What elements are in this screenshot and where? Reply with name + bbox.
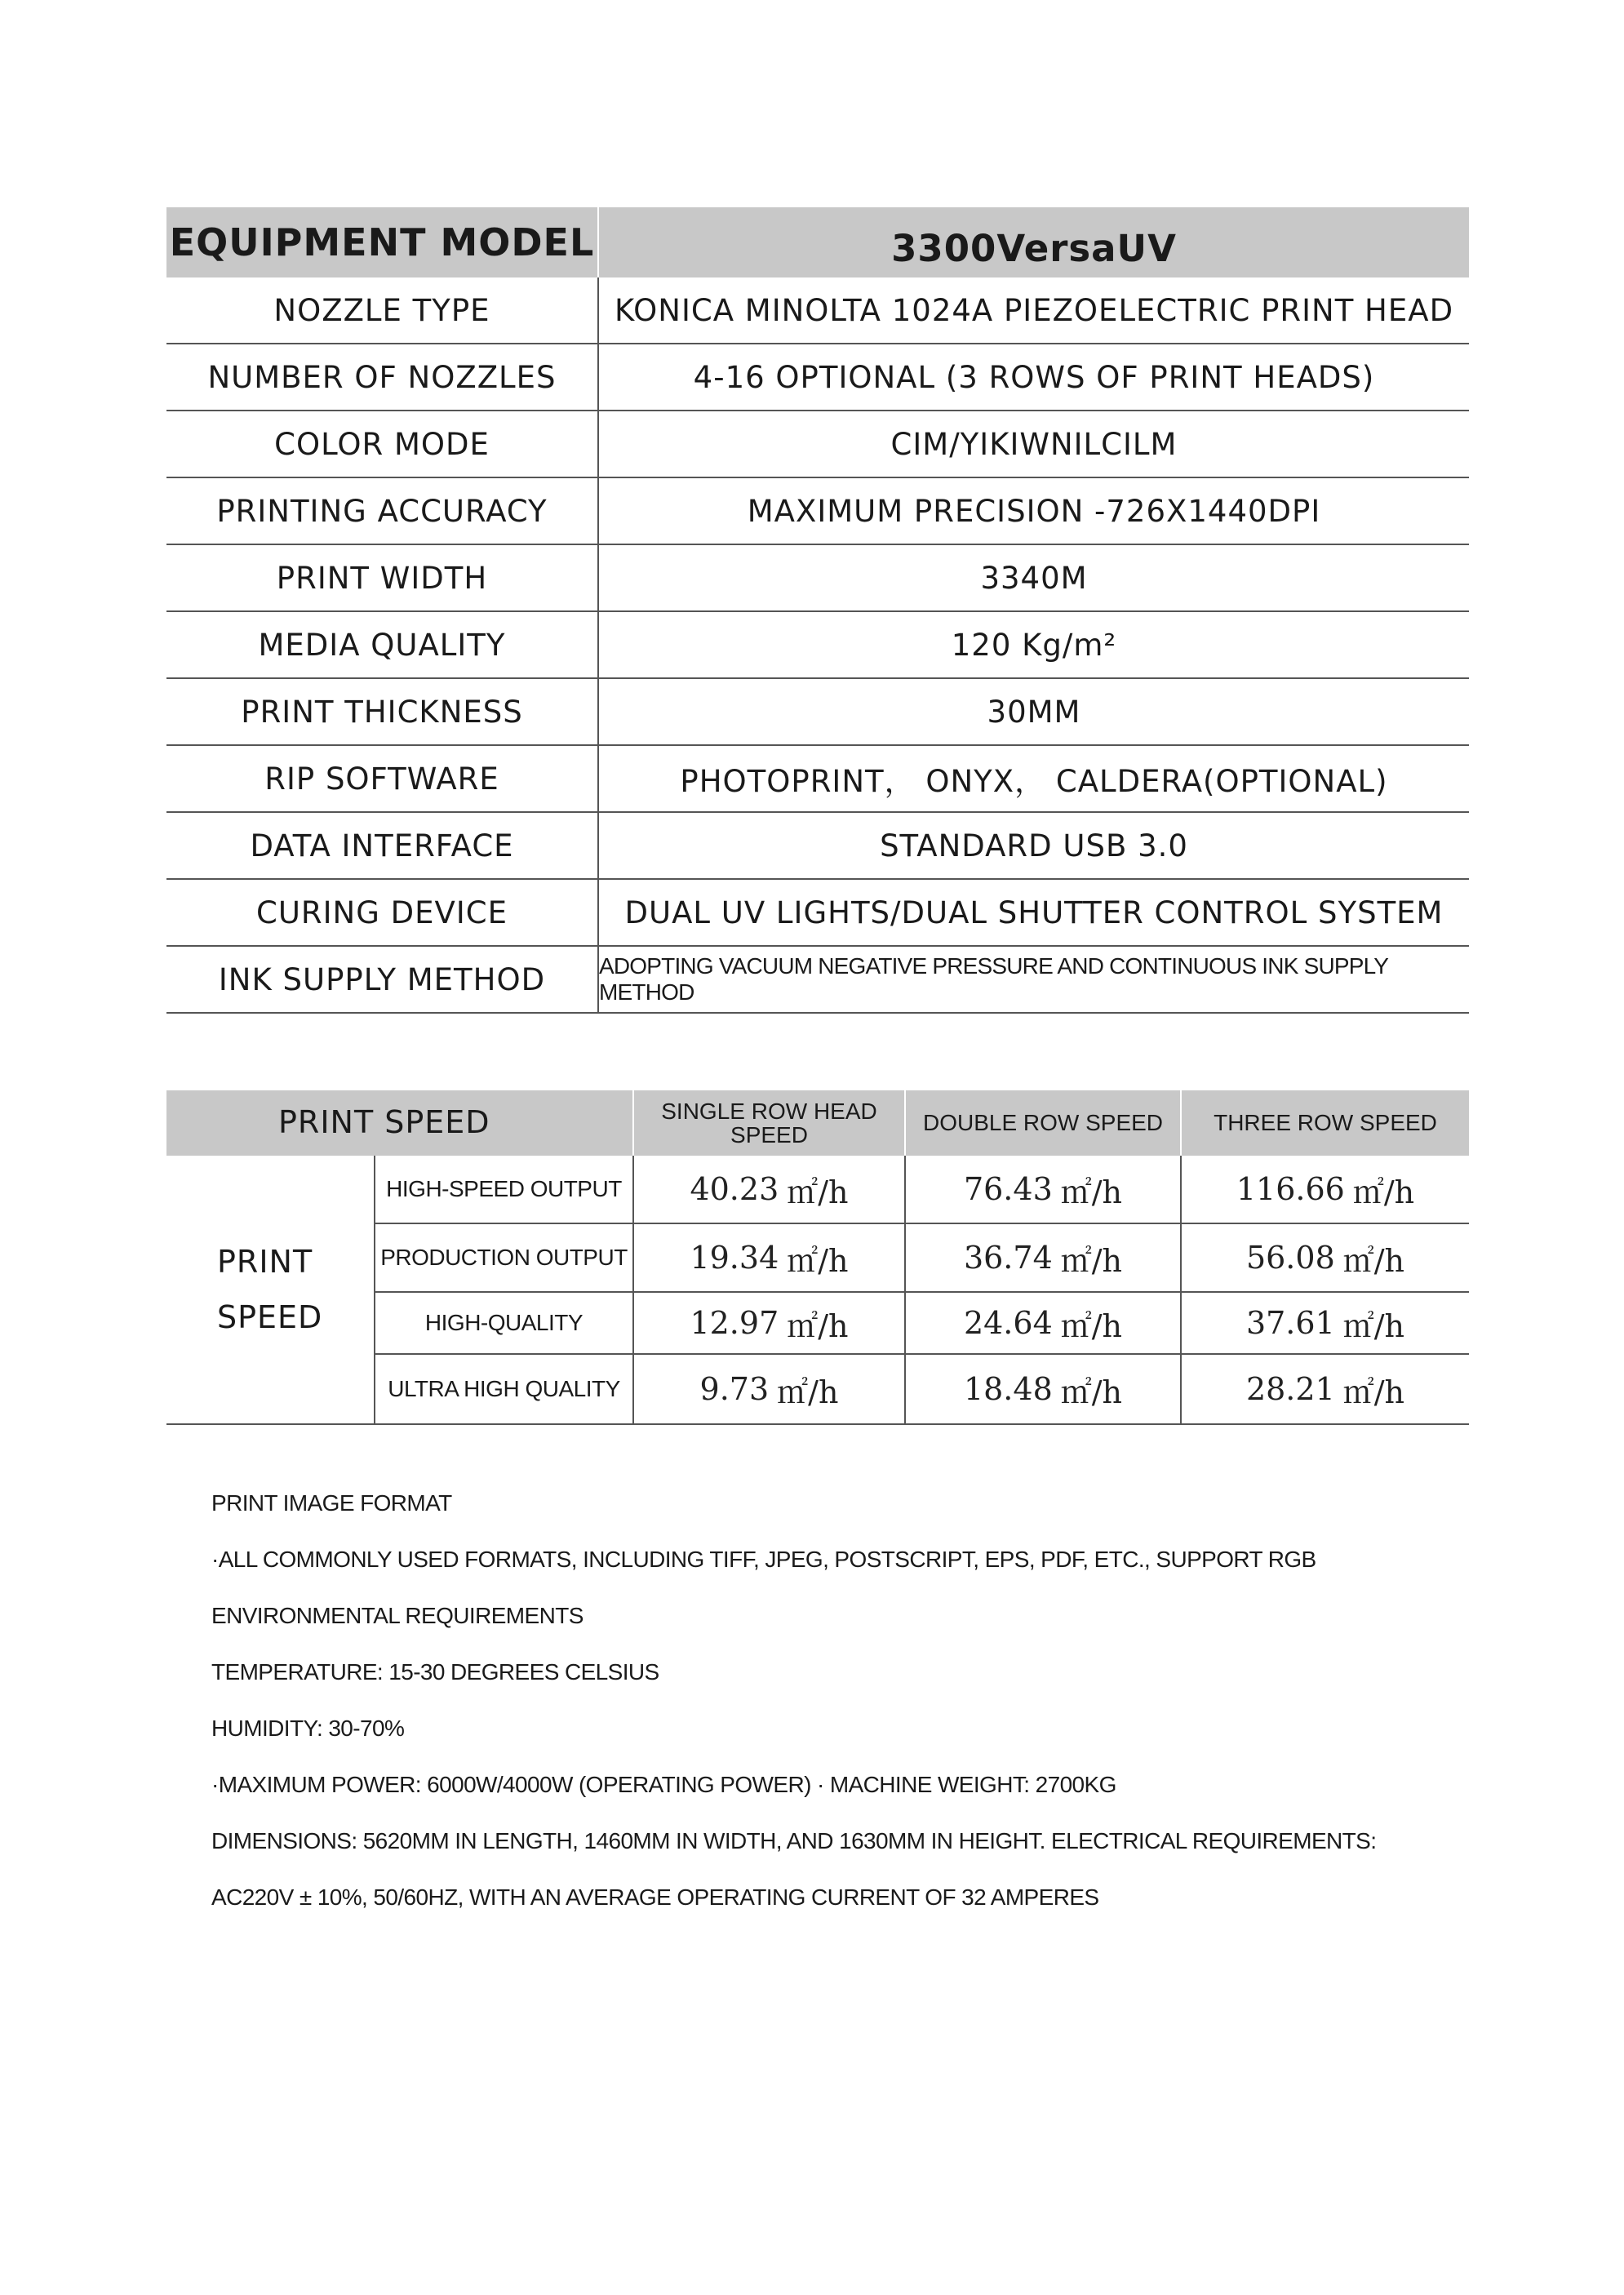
speed-single-cell — [634, 1156, 906, 1223]
note-line: DIMENSIONS: 5620MM IN LENGTH, 1460MM IN WIDTH, AND 1630MM IN HEIGHT. ELECTRICAL REQUIREMENTS: — [211, 1828, 1377, 1853]
spec-label: NUMBER OF NOZZLES — [166, 344, 599, 410]
speed-mode: HIGH-QUALITY — [375, 1293, 634, 1353]
speed-unit: ㎡/h — [1342, 1307, 1405, 1344]
note-line: TEMPERATURE: 15-30 DEGREES CELSIUS — [211, 1659, 659, 1685]
spec-header-row — [166, 207, 1469, 277]
speed-value: 36.74 — [963, 1240, 1053, 1276]
speed-unit: ㎡/h — [1352, 1174, 1415, 1210]
speed-value: 116.66 — [1236, 1171, 1345, 1207]
note-line: ·ALL COMMONLY USED FORMATS, INCLUDING TIFF, JPEG, POSTSCRIPT, EPS, PDF, ETC., SUPPORT RGB — [211, 1547, 1316, 1572]
spec-value: KONICA MINOLTA 1024A PIEZOELECTRIC PRINT HEAD — [614, 292, 1454, 328]
speed-single-cell — [634, 1355, 906, 1423]
note-line: ·MAXIMUM POWER: 6000W/4000W (OPERATING POWER) · MACHINE WEIGHT: 2700KG — [211, 1772, 1116, 1797]
speed-value: 12.97 — [690, 1305, 779, 1341]
spec-label: PRINT WIDTH — [166, 545, 599, 610]
note-line: HUMIDITY: 30-70% — [211, 1716, 405, 1741]
speed-unit: ㎡/h — [1060, 1174, 1123, 1210]
spec-label: INK SUPPLY METHOD — [166, 947, 599, 1012]
speed-triple-cell — [1182, 1293, 1469, 1353]
speed-double-cell — [906, 1156, 1182, 1223]
speed-unit: ㎡/h — [777, 1374, 839, 1410]
spec-row-print-width — [166, 545, 1469, 612]
speed-side-label-line2: SPEED — [217, 1299, 323, 1335]
spec-label: MEDIA QUALITY — [166, 612, 599, 677]
speed-value: 28.21 — [1245, 1371, 1335, 1407]
spec-row-media-quality — [166, 612, 1469, 679]
spec-value: 3340M — [980, 560, 1088, 596]
speed-value: 40.23 — [690, 1171, 779, 1207]
spec-value: CIM/YIKIWNILCILM — [890, 426, 1178, 462]
speed-unit: ㎡/h — [1060, 1374, 1123, 1410]
spec-label: PRINT THICKNESS — [166, 679, 599, 744]
speed-value: 19.34 — [690, 1240, 779, 1276]
spec-row-ink-supply-method — [166, 947, 1469, 1014]
speed-triple-cell — [1182, 1355, 1469, 1423]
speed-mode: PRODUCTION OUTPUT — [375, 1224, 634, 1291]
speed-double-cell — [906, 1293, 1182, 1353]
speed-unit: ㎡/h — [787, 1242, 849, 1279]
speed-value: 24.64 — [963, 1305, 1053, 1341]
spec-label: RIP SOFTWARE — [166, 746, 599, 811]
spec-row-rip-software — [166, 746, 1469, 813]
spec-header-label: EQUIPMENT MODEL — [166, 207, 599, 277]
speed-unit: ㎡/h — [1060, 1307, 1123, 1344]
speed-single-cell — [634, 1224, 906, 1291]
speed-row — [375, 1293, 1469, 1355]
speed-value: 18.48 — [963, 1371, 1053, 1407]
speed-unit: ㎡/h — [787, 1174, 849, 1210]
spec-label: PRINTING ACCURACY — [166, 478, 599, 544]
spec-row-print-thickness — [166, 679, 1469, 746]
spec-row-data-interface — [166, 813, 1469, 880]
spec-row-printing-accuracy — [166, 478, 1469, 545]
spec-value: ADOPTING VACUUM NEGATIVE PRESSURE AND CONTINUOUS INK SUPPLY METHOD — [599, 953, 1388, 1005]
speed-triple-cell — [1182, 1224, 1469, 1291]
speed-side-label-line1: PRINT — [217, 1244, 313, 1280]
speed-header-single: SINGLE ROW HEAD SPEED — [634, 1090, 906, 1156]
spec-row-nozzle-type — [166, 277, 1469, 344]
spec-label: DATA INTERFACE — [166, 813, 599, 878]
spec-value: MAXIMUM PRECISION -726X1440DPI — [747, 493, 1321, 529]
speed-side-label — [166, 1156, 375, 1423]
speed-mode: ULTRA HIGH QUALITY — [375, 1355, 634, 1423]
print-speed-table — [166, 1090, 1469, 1425]
speed-unit: ㎡/h — [1342, 1374, 1405, 1410]
spec-value: 30MM — [987, 694, 1081, 730]
speed-unit: ㎡/h — [1342, 1242, 1405, 1279]
speed-body — [166, 1156, 1469, 1425]
speed-value: 56.08 — [1245, 1240, 1335, 1276]
speed-header-triple: THREE ROW SPEED — [1214, 1110, 1437, 1136]
spec-row-curing-device — [166, 880, 1469, 947]
specification-table — [166, 207, 1469, 1014]
speed-row — [375, 1224, 1469, 1293]
speed-unit: ㎡/h — [787, 1307, 849, 1344]
speed-header-row — [166, 1090, 1469, 1156]
speed-row — [375, 1355, 1469, 1423]
speed-header-double: DOUBLE ROW SPEED — [906, 1090, 1182, 1156]
spec-value: PHOTOPRINT， ONYX， CALDERA(OPTIONAL) — [680, 764, 1388, 799]
spec-label: CURING DEVICE — [166, 880, 599, 945]
spec-label: COLOR MODE — [166, 411, 599, 477]
speed-triple-cell — [1182, 1156, 1469, 1223]
speed-mode: HIGH-SPEED OUTPUT — [375, 1156, 634, 1223]
speed-value: 37.61 — [1245, 1305, 1335, 1341]
speed-rows — [375, 1156, 1469, 1423]
spec-row-color-mode — [166, 411, 1469, 478]
speed-row — [375, 1156, 1469, 1224]
spec-value: 4-16 OPTIONAL (3 ROWS OF PRINT HEADS) — [693, 359, 1375, 395]
note-line: PRINT IMAGE FORMAT — [211, 1490, 452, 1516]
speed-double-cell — [906, 1224, 1182, 1291]
spec-row-number-of-nozzles — [166, 344, 1469, 411]
note-line: AC220V ± 10%, 50/60HZ, WITH AN AVERAGE OPERATING CURRENT OF 32 AMPERES — [211, 1884, 1099, 1910]
spec-notes — [211, 1487, 1484, 1938]
equipment-model-value: 3300VersaUV — [891, 226, 1177, 270]
speed-header-title: PRINT SPEED — [166, 1090, 634, 1156]
spec-value: 120 Kg/m² — [951, 627, 1117, 663]
speed-double-cell — [906, 1355, 1182, 1423]
speed-unit: ㎡/h — [1060, 1242, 1123, 1279]
spec-value: STANDARD USB 3.0 — [880, 828, 1188, 863]
speed-value: 9.73 — [699, 1371, 770, 1407]
spec-value: DUAL UV LIGHTS/DUAL SHUTTER CONTROL SYSTEM — [624, 894, 1444, 930]
speed-value: 76.43 — [963, 1171, 1053, 1207]
note-line: ENVIRONMENTAL REQUIREMENTS — [211, 1603, 583, 1628]
spec-label: NOZZLE TYPE — [166, 277, 599, 343]
speed-single-cell — [634, 1293, 906, 1353]
